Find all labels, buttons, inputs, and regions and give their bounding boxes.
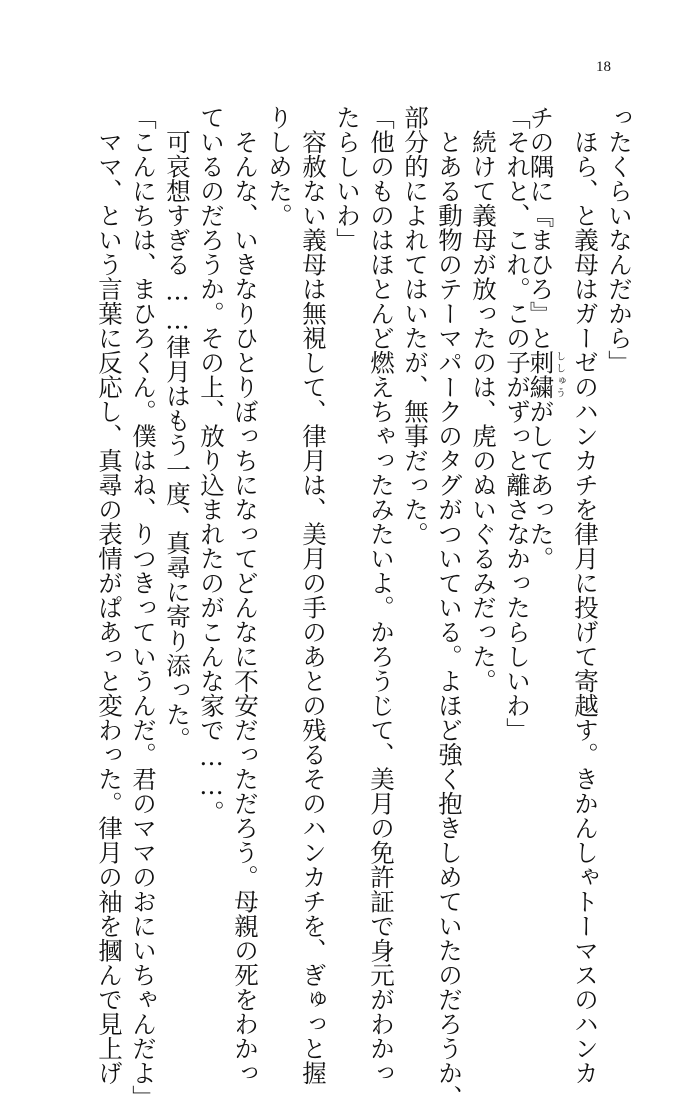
text-column-8: 「他のものはほとんど燃えちゃったみたいよ。かろうじて、美月の免許証で身元がわかっ bbox=[367, 105, 396, 1085]
text-column-5: 続けて義母が放ったのは、虎のぬいぐるみだった。 bbox=[469, 105, 498, 693]
text-column-6: とある動物のテーマパークのタグがついている。よほど強く抱きしめていたのだろうか、 bbox=[435, 105, 464, 1110]
page-number: 18 bbox=[596, 59, 611, 75]
text-column-9: たらしいわ」 bbox=[333, 105, 362, 252]
text-column-4: 「それと、これ。この子がずっと離さなかったらしいわ」 bbox=[503, 105, 532, 742]
text-column-15: 「こんにちは、まひろくん。僕はね、りつきっていうんだ。君のママのおにいちゃんだよ」 bbox=[129, 105, 158, 1110]
text-column-1: ったくらいなんだから」 bbox=[605, 105, 634, 375]
text-column-11: りしめた。 bbox=[265, 105, 294, 228]
text-column-2: ほら、と義母はガーゼのハンカチを律月に投げて寄越す。きかんしゃトーマスのハンカ bbox=[571, 105, 600, 1085]
vertical-text-body bbox=[95, 105, 634, 1110]
text-column-14: 可哀想すぎる……律月はもう一度、真尋に寄り添った。 bbox=[163, 105, 192, 751]
text-column-16: ママ、という言葉に反応し、真尋の表情がぱあっと変わった。律月の袖を摑んで見上げ bbox=[95, 105, 124, 1085]
ruby-reading: ししゅう bbox=[553, 350, 565, 399]
text-column-3-tail: がしてあった。 bbox=[526, 399, 556, 571]
ruby-shishuu bbox=[526, 350, 565, 399]
text-column-10: 容赦ない義母は無視して、律月は、美月の手のあとの残るそのハンカチを、ぎゅっと握 bbox=[299, 105, 328, 1085]
text-column-13: ているのだろうか。その上、放り込まれたのがこんな家で……。 bbox=[197, 105, 226, 825]
text-column-3 bbox=[526, 105, 565, 945]
text-column-12: そんな、いきなりひとりぼっちになってどんなに不安だっただろう。母親の死をわかっ bbox=[231, 105, 260, 1085]
text-column-3-lead: チの隅に『まひろ』と bbox=[526, 105, 556, 350]
text-column-7: 部分的によれてはいたが、無事だった。 bbox=[401, 105, 430, 546]
ruby-base: 刺繍 bbox=[526, 350, 556, 399]
